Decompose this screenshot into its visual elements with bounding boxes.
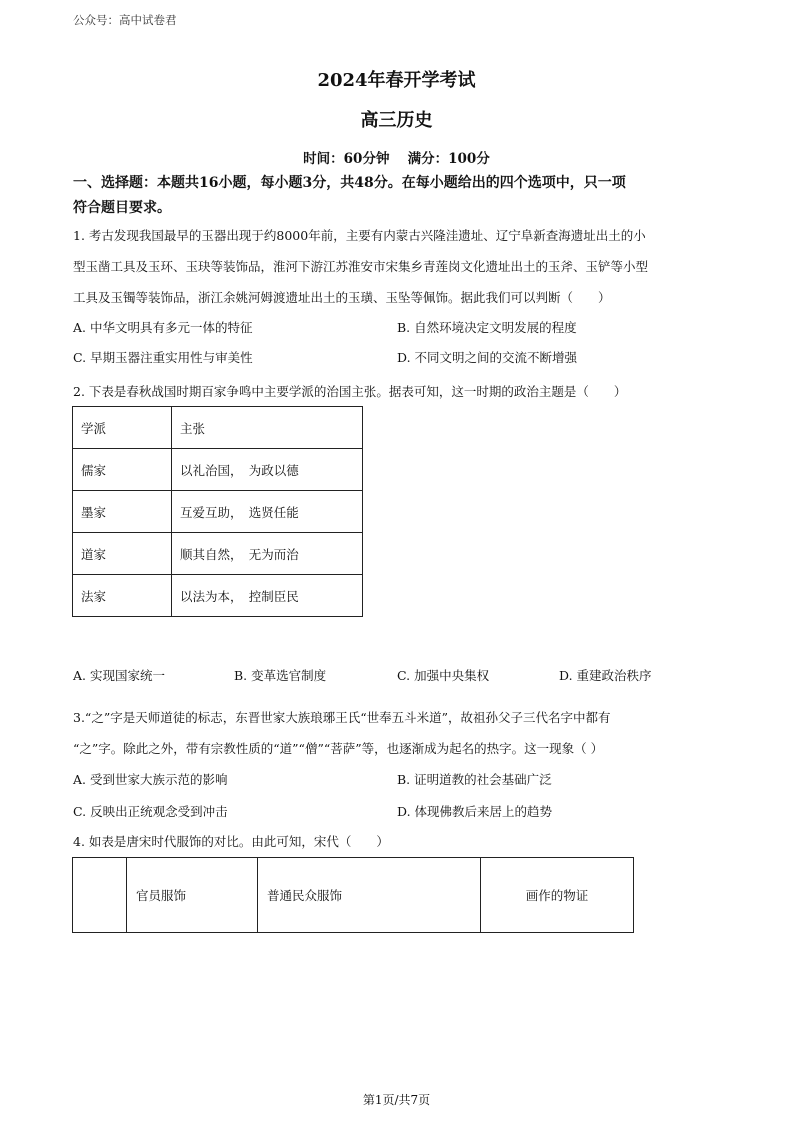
section-heading-line2: 符合题目要求。 — [73, 200, 171, 216]
table-cell: 顺其自然， 无为而治 — [172, 533, 363, 575]
q1-line: 工具及玉镯等装饰品，浙江余姚河姆渡遗址出土的玉璜、玉坠等佩饰。据此我们可以判断（ ） — [73, 290, 611, 305]
table-header-cell — [73, 858, 127, 933]
table-row — [73, 575, 363, 617]
table-cell: 互爱互助， 选贤任能 — [172, 491, 363, 533]
q2-option-b: B. 变革选官制度 — [234, 668, 327, 683]
q1-option-c: C. 早期玉器注重实用性与审美性 — [73, 350, 253, 365]
header-source: 公众号：高中试卷君 — [73, 13, 177, 27]
table-header-cell: 学派 — [73, 407, 172, 449]
q3-option-b: B. 证明道教的社会基础广泛 — [397, 772, 552, 787]
q1-option-b: B. 自然环境决定文明发展的程度 — [397, 320, 577, 335]
q1-line: 型玉凿工具及玉环、玉玦等装饰品，淮河下游江苏淮安市宋集乡青莲岗文化遗址出土的玉斧、玉铲等小型 — [73, 259, 649, 274]
exam-title: 2024年春开学考试 — [317, 70, 476, 91]
exam-time-info: 时间：60分钟 满分：100分 — [303, 151, 490, 167]
q3-option-a: A. 受到世家大族示范的影响 — [73, 772, 228, 787]
table-header-row — [73, 407, 363, 449]
q3-line: 3.“之”字是天师道徒的标志，东晋世家大族琅琊王氏“世奉五斗米道”，故祖孙父子三代名字中都有 — [73, 710, 611, 725]
q2-option-d: D. 重建政治秩序 — [559, 668, 652, 683]
table-row — [73, 533, 363, 575]
exam-subject: 高三历史 — [360, 110, 433, 131]
q1-option-a: A. 中华文明具有多元一体的特征 — [73, 320, 253, 335]
q2-table — [72, 406, 363, 617]
q3-line: “之”字。除此之外，带有宗教性质的“道”“僧”“菩萨”等，也逐渐成为起名的热字。这一现象（ ） — [73, 741, 604, 756]
q4-stem: 4. 如表是唐宋时代服饰的对比。由此可知，宋代（ ） — [73, 834, 389, 849]
q2-option-c: C. 加强中央集权 — [397, 668, 490, 683]
page-footer: 第1页/共7页 — [362, 1093, 431, 1107]
q1-option-d: D. 不同文明之间的交流不断增强 — [397, 350, 578, 365]
table-header-cell: 画作的物证 — [481, 858, 634, 933]
q2-option-a: A. 实现国家统一 — [73, 668, 165, 683]
table-header-cell: 官员服饰 — [127, 858, 258, 933]
q1-line: 1. 考古发现我国最早的玉器出现于约8000年前，主要有内蒙古兴隆洼遗址、辽宁阜新查海遗址出土的小 — [73, 228, 646, 243]
q3-option-d: D. 体现佛教后来居上的趋势 — [397, 804, 553, 819]
table-header-cell: 主张 — [172, 407, 363, 449]
q3-option-c: C. 反映出正统观念受到冲击 — [73, 804, 228, 819]
table-row — [73, 491, 363, 533]
table-cell: 儒家 — [73, 449, 172, 491]
table-header-cell: 普通民众服饰 — [258, 858, 481, 933]
table-cell: 墨家 — [73, 491, 172, 533]
section-heading-line1: 一、选择题：本题共16小题，每小题3分，共48分。在每小题给出的四个选项中，只一项 — [73, 175, 626, 191]
table-row — [73, 449, 363, 491]
q2-stem: 2. 下表是春秋战国时期百家争鸣中主要学派的治国主张。据表可知，这一时期的政治主题是（ ） — [73, 384, 627, 399]
table-header-row — [73, 858, 634, 933]
table-cell: 以法为本， 控制臣民 — [172, 575, 363, 617]
q4-table — [72, 857, 634, 933]
table-cell: 法家 — [73, 575, 172, 617]
table-cell: 道家 — [73, 533, 172, 575]
table-cell: 以礼治国， 为政以德 — [172, 449, 363, 491]
